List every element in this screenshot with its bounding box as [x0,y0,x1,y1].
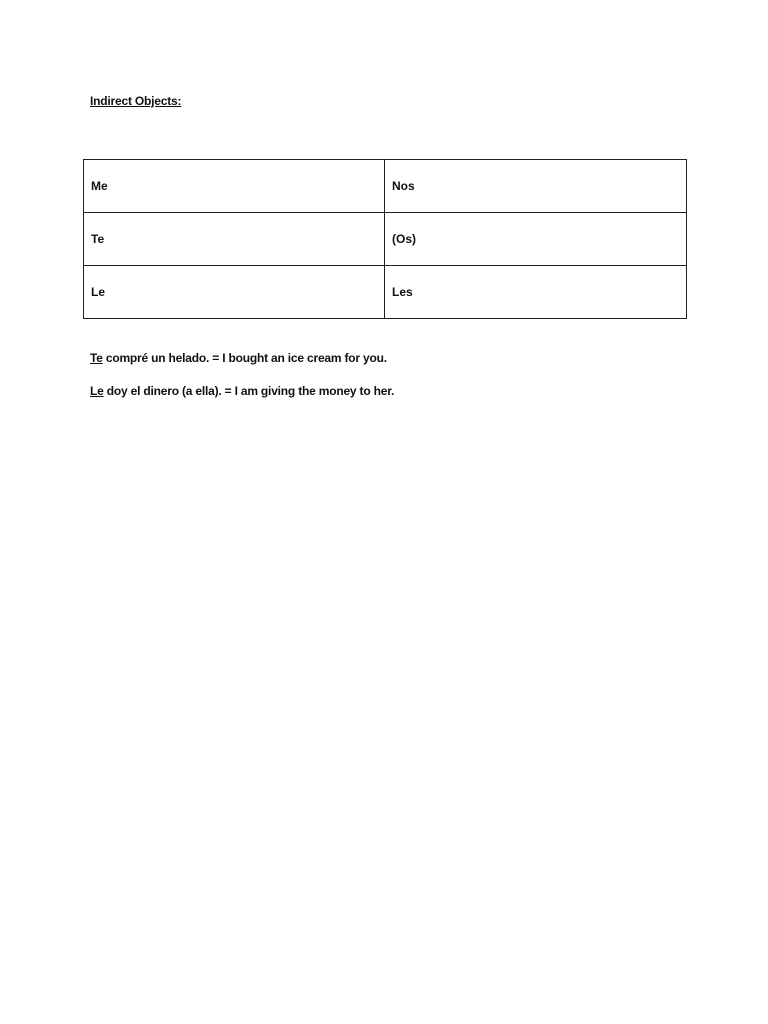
example-text: doy el dinero (a ella). = I am giving the money to her. [103,384,395,398]
example-sentence [90,351,387,365]
section-heading: Indirect Objects: [90,94,182,108]
example-sentence [90,384,394,398]
example-pronoun: Te [90,351,103,365]
table-row [84,266,687,319]
table-cell: Te [84,213,385,266]
table-cell: (Os) [385,213,687,266]
table-cell: Les [385,266,687,319]
table-cell: Le [84,266,385,319]
indirect-object-pronoun-table [83,159,687,319]
table-cell: Nos [385,160,687,213]
table-row [84,160,687,213]
example-text: compré un helado. = I bought an ice cream for you. [102,351,387,365]
table-cell: Me [84,160,385,213]
table-row [84,213,687,266]
example-pronoun: Le [90,384,104,398]
